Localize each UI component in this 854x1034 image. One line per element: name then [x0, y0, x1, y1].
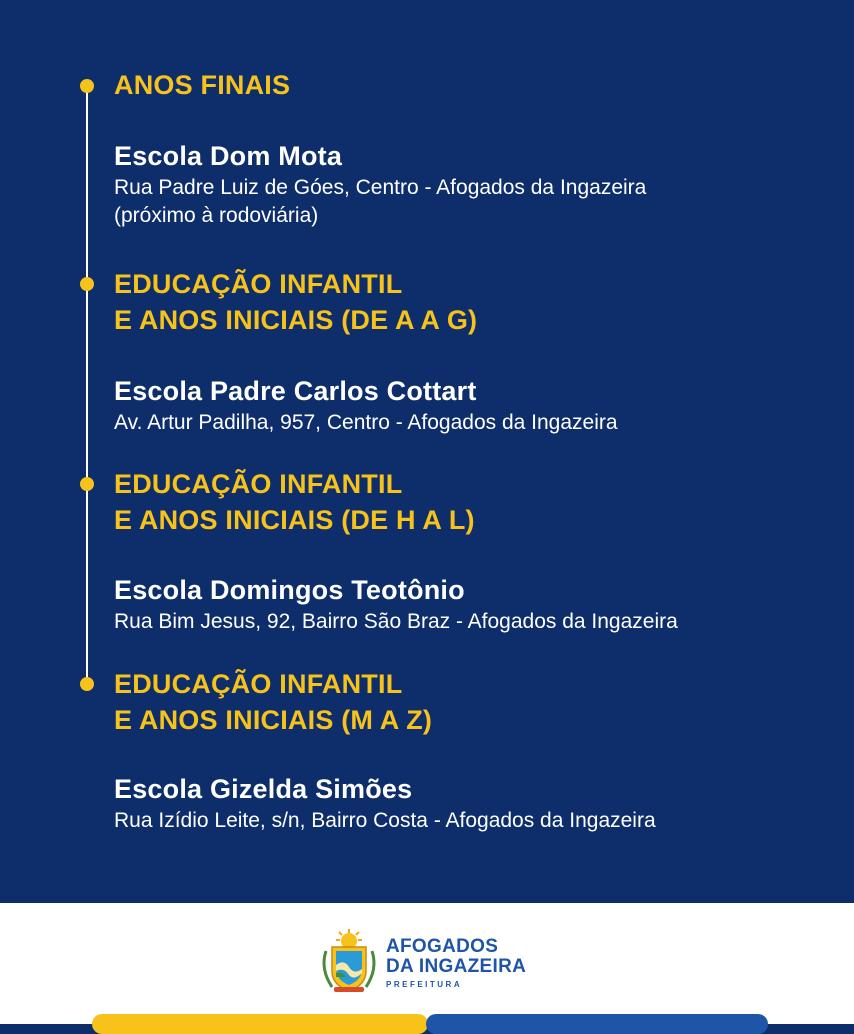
- logo-city-line1: AFOGADOS: [386, 936, 499, 957]
- school-name: Escola Domingos Teotônio: [114, 575, 465, 605]
- school-entry: [114, 773, 656, 835]
- school-entry: [114, 140, 646, 230]
- category-line: EDUCAÇÃO INFANTIL: [114, 669, 403, 699]
- school-name: Escola Dom Mota: [114, 141, 343, 171]
- school-entry: [114, 375, 618, 437]
- school-address: Rua Bim Jesus, 92, Bairro São Braz - Afogados da Ingazeira: [114, 610, 678, 633]
- category-line: E ANOS INICIAIS (DE A A G): [114, 305, 478, 335]
- timeline-dot: [80, 477, 94, 491]
- timeline-dot: [80, 677, 94, 691]
- category-line: ANOS FINAIS: [114, 70, 291, 100]
- decorative-bar-blue: [426, 1014, 768, 1034]
- school-address: Rua Padre Luiz de Góes, Centro - Afogados da Ingazeira: [114, 176, 647, 199]
- school-address-note: (próximo à rodoviária): [114, 204, 319, 227]
- decorative-bar-yellow: [92, 1014, 428, 1034]
- school-name: Escola Padre Carlos Cottart: [114, 376, 477, 406]
- crest-icon: [318, 929, 380, 995]
- category-line: EDUCAÇÃO INFANTIL: [114, 269, 403, 299]
- school-name: Escola Gizelda Simões: [114, 774, 413, 804]
- school-address: Rua Izídio Leite, s/n, Bairro Costa - Afogados da Ingazeira: [114, 809, 656, 832]
- category-line: E ANOS INICIAIS (DE H A L): [114, 505, 475, 535]
- logo-subtitle: PREFEITURA: [386, 980, 463, 989]
- timeline-line: [86, 84, 88, 685]
- school-entry: [114, 574, 678, 636]
- timeline-dot: [80, 79, 94, 93]
- prefeitura-logo: [318, 929, 542, 995]
- category-heading: [114, 67, 290, 103]
- logo-text: [386, 937, 526, 991]
- footer: [0, 903, 854, 1024]
- category-heading: [114, 466, 475, 538]
- school-address: Av. Artur Padilha, 957, Centro - Afogados da Ingazeira: [114, 411, 618, 434]
- logo-city-line2: DA INGAZEIRA: [386, 956, 527, 977]
- timeline-dot: [80, 277, 94, 291]
- category-line: EDUCAÇÃO INFANTIL: [114, 469, 403, 499]
- category-heading: [114, 266, 477, 338]
- category-heading: [114, 666, 432, 738]
- category-line: E ANOS INICIAIS (M A Z): [114, 705, 433, 735]
